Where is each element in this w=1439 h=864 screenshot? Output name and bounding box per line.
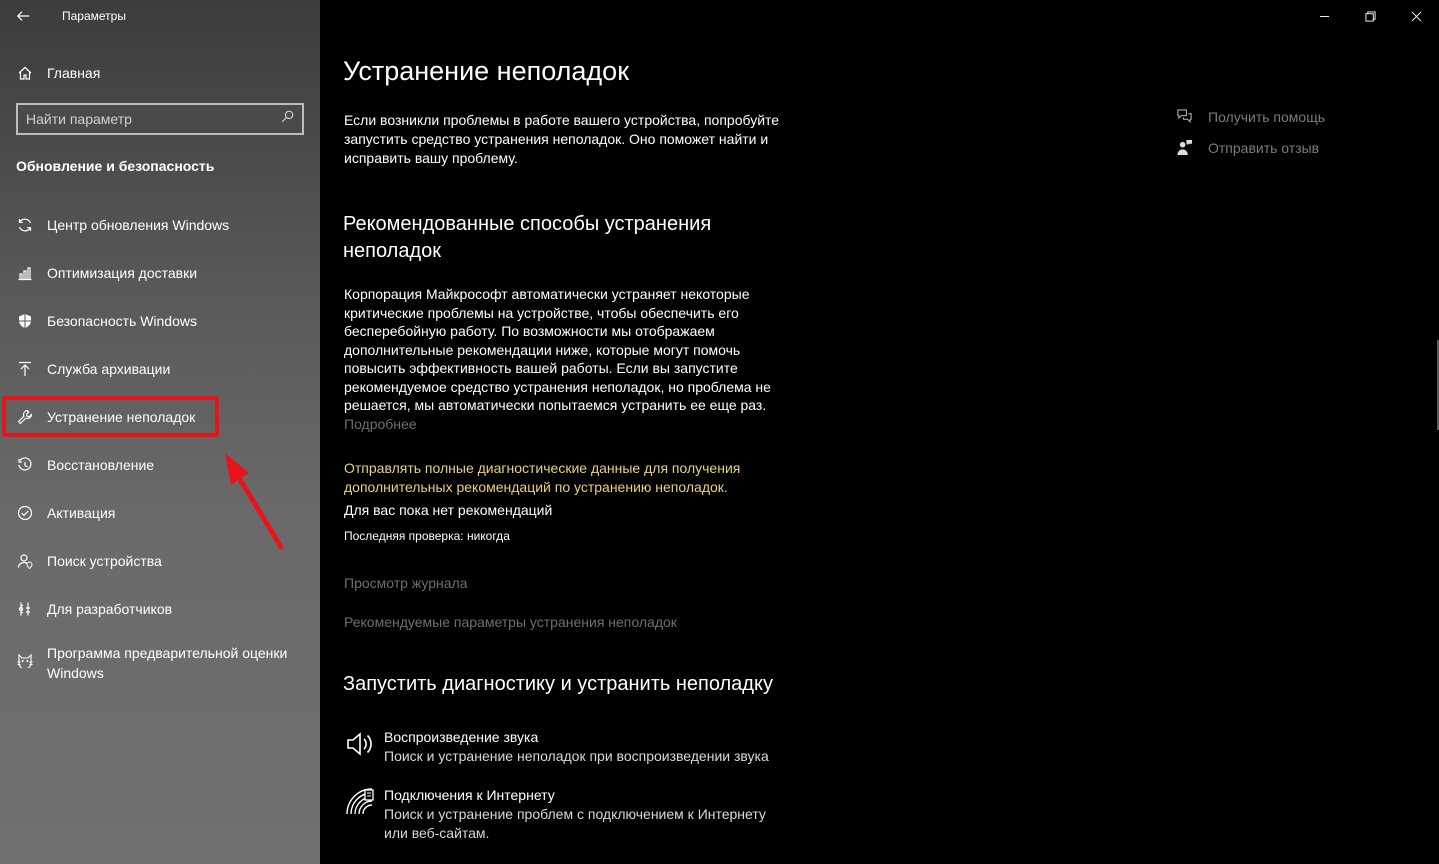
no-recommendations-text: Для вас пока нет рекомендаций — [344, 502, 553, 518]
recovery-icon — [16, 456, 34, 474]
check-circle-icon — [16, 504, 34, 522]
sidebar-item-windows-update[interactable] — [0, 201, 320, 249]
developer-icon — [16, 600, 34, 618]
search-box — [16, 103, 304, 135]
person-pin-icon — [16, 552, 34, 570]
troubleshooter-name: Подключения к Интернету — [384, 787, 555, 803]
shield-icon — [16, 312, 34, 330]
sidebar-item-label: Программа предварительной оценки Windows — [47, 645, 288, 681]
sidebar-item-developers[interactable] — [0, 585, 320, 633]
delivery-optimization-icon — [16, 264, 34, 282]
more-link[interactable]: Подробнее — [344, 416, 417, 432]
troubleshooter-desc: Поиск и устранение проблем с подключением к Интернету или веб-сайтам. — [384, 806, 766, 841]
troubleshooter-internet[interactable] — [344, 786, 784, 842]
search-input[interactable] — [26, 111, 281, 127]
intro-text: Если возникли проблемы в работе вашего устройства, попробуйте запустить средство устранения неполадок. Оно поможет найти и исправить вашу проблему. — [344, 112, 780, 166]
get-help-label: Получить помощь — [1208, 108, 1326, 125]
sync-icon — [16, 216, 34, 234]
recommended-heading: Рекомендованные способы устранения неполадок — [343, 213, 712, 262]
view-log-link[interactable]: Просмотр журнала — [344, 575, 468, 591]
sidebar-item-label: Поиск устройства — [47, 553, 162, 569]
backup-arrow-icon — [16, 360, 34, 378]
main-content — [320, 0, 1439, 864]
sidebar-item-label: Для разработчиков — [47, 601, 173, 617]
sidebar-item-insider[interactable] — [0, 633, 320, 689]
send-feedback-link[interactable] — [1175, 132, 1325, 163]
send-feedback-label: Отправить отзыв — [1208, 139, 1320, 156]
last-check-text: Последняя проверка: никогда — [344, 529, 510, 543]
troubleshooter-name: Воспроизведение звука — [384, 729, 539, 745]
sidebar-item-windows-security[interactable] — [0, 297, 320, 345]
wifi-icon — [344, 786, 376, 818]
sidebar-item-label: Безопасность Windows — [47, 313, 197, 329]
get-help-link[interactable] — [1175, 101, 1325, 132]
recommended-params-link[interactable]: Рекомендуемые параметры устранения неполадок — [344, 614, 677, 630]
sidebar-item-home[interactable] — [0, 58, 320, 88]
app-title: Параметры — [62, 9, 126, 23]
insider-icon — [16, 651, 34, 669]
highlight-annotation — [2, 396, 219, 437]
home-label: Главная — [47, 65, 101, 81]
sidebar-item-delivery-optimization[interactable] — [0, 249, 320, 297]
recommended-description: Корпорация Майкрософт автоматически устраняет некоторые критические проблемы на устройстве, чтобы обеспечить его бесперебойную работу. По возможности мы отображаем дополнительные рекомендации ниже, которые могут помочь повысить эффективность вашей работы. Если вы запустите рекомендуемое средство устранения неполадок, но проблема не решается, мы автоматически попытаемся устранить ее еще раз. — [344, 286, 771, 413]
annotation-arrow-icon — [215, 445, 295, 555]
right-panel — [1175, 101, 1325, 163]
sidebar — [0, 0, 320, 864]
sidebar-item-label: Восстановление — [47, 457, 155, 473]
sidebar-item-backup[interactable] — [0, 345, 320, 393]
feedback-person-icon — [1175, 139, 1193, 157]
sidebar-item-label: Устранение неполадок — [47, 409, 196, 425]
help-chat-icon — [1175, 108, 1193, 126]
speaker-icon — [344, 728, 376, 760]
sidebar-item-label: Оптимизация доставки — [47, 265, 198, 281]
search-icon[interactable] — [281, 110, 294, 128]
back-arrow-icon — [16, 9, 30, 23]
sidebar-item-label: Активация — [47, 505, 116, 521]
troubleshooter-desc: Поиск и устранение неполадок при воспроизведении звука — [384, 748, 769, 764]
troubleshooter-audio[interactable] — [344, 728, 784, 766]
page-title: Устранение неполадок — [343, 56, 630, 86]
run-diagnostics-heading: Запустить диагностику и устранить неполадку — [343, 673, 773, 695]
back-button[interactable] — [0, 0, 46, 32]
diagnostic-data-link[interactable]: Отправлять полные диагностические данные для получения дополнительных рекомендаций по устранению неполадок. — [344, 460, 741, 495]
sidebar-item-label: Центр обновления Windows — [47, 217, 230, 233]
section-title: Обновление и безопасность — [16, 158, 215, 174]
home-icon — [16, 64, 34, 82]
title-bar — [0, 0, 320, 32]
sidebar-item-label: Служба архивации — [47, 361, 171, 377]
